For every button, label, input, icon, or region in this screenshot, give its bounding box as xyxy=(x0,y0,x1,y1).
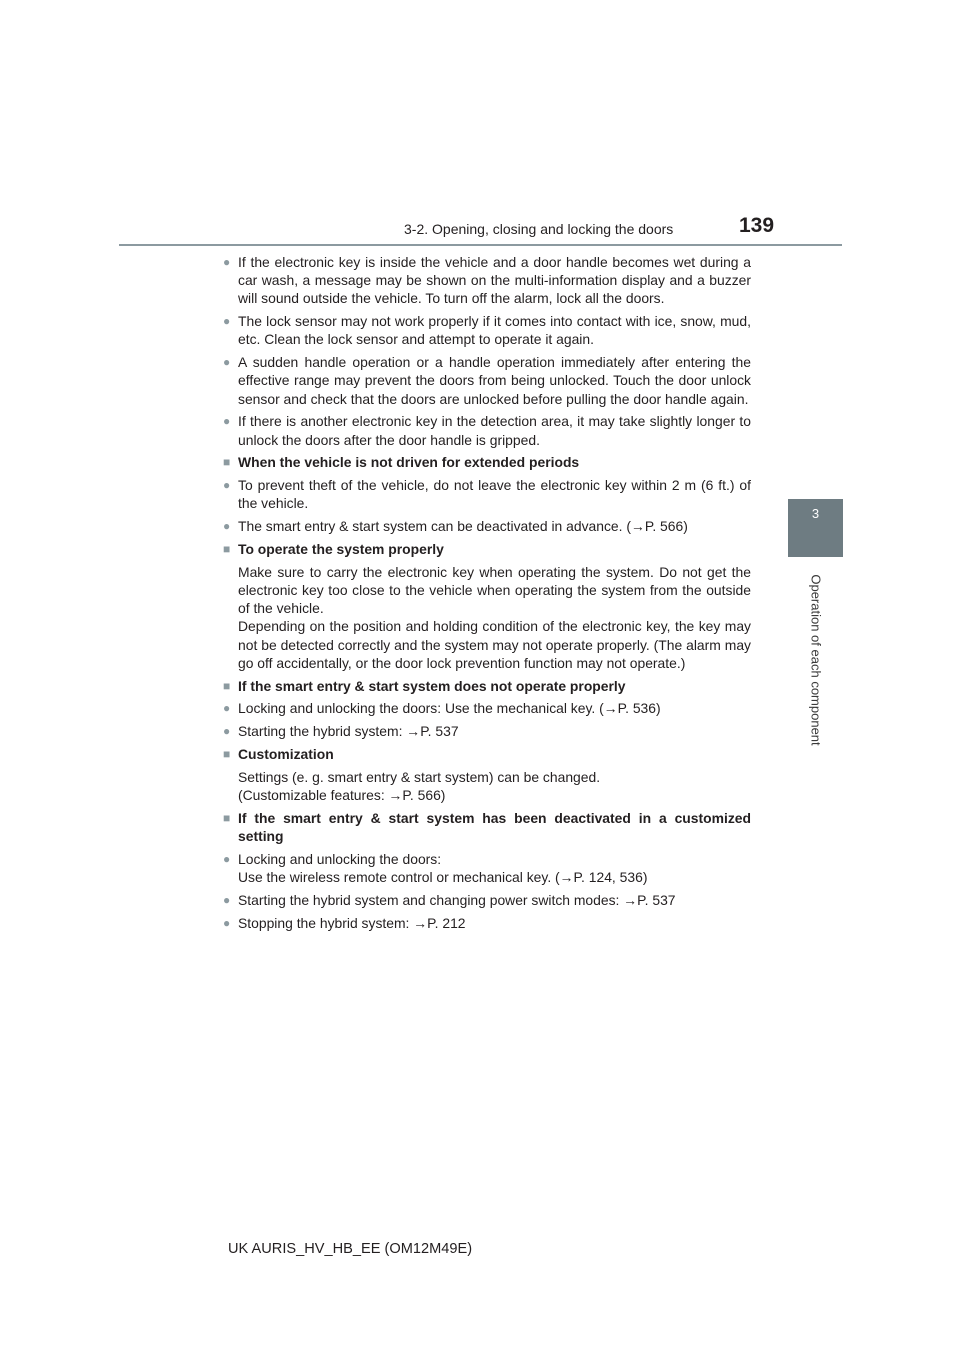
chapter-number: 3 xyxy=(811,506,820,521)
section-title-text: To operate the system properly xyxy=(238,541,444,557)
bullet-item xyxy=(223,914,751,932)
bullet-icon: ● xyxy=(223,478,231,493)
section-title-operate-properly xyxy=(223,540,751,558)
bullet-text: Use the wireless remote control or mechanical key. (→P. 124, 536) xyxy=(238,869,648,885)
square-marker-icon: ■ xyxy=(223,810,231,825)
paragraph xyxy=(223,768,751,786)
bullet-text: A sudden handle operation or a handle operation immediately after entering the effective range may prevent the doors from being unlocked. Touch the door unlock sensor and check that the doors are unlocked before pulling the door handle again. xyxy=(238,354,751,407)
bullet-item xyxy=(223,699,751,717)
page-content xyxy=(223,253,751,936)
square-marker-icon: ■ xyxy=(223,747,231,761)
bullet-item xyxy=(223,253,751,308)
bullet-icon: ● xyxy=(223,892,231,907)
bullet-text: Starting the hybrid system: →P. 537 xyxy=(238,723,459,740)
chapter-tab[interactable] xyxy=(788,499,843,557)
paragraph xyxy=(223,786,751,804)
bullet-item xyxy=(223,412,751,448)
bullet-icon: ● xyxy=(223,519,231,534)
bullet-icon: ● xyxy=(223,724,231,739)
section-heading: 3-2. Opening, closing and locking the doors xyxy=(404,221,674,237)
bullet-text: The lock sensor may not work properly if it comes into contact with ice, snow, mud, etc. Clean the lock sensor and attempt to operate it again. xyxy=(238,313,751,348)
bullet-text: If there is another electronic key in the detection area, it may take slightly longer to unlock the doors after the door handle is gripped. xyxy=(238,413,751,448)
bullet-text: The smart entry & start system can be deactivated in advance. (→P. 566) xyxy=(238,518,688,535)
section-title-customization xyxy=(223,745,751,763)
bullet-item xyxy=(223,850,751,886)
section-title-text: Customization xyxy=(238,746,334,762)
square-marker-icon: ■ xyxy=(223,542,231,556)
bullet-text: Locking and unlocking the doors: Use the mechanical key. (→P. 536) xyxy=(238,700,661,717)
section-title-text: When the vehicle is not driven for extended periods xyxy=(238,454,580,471)
bullet-icon: ● xyxy=(223,414,231,429)
page-number: 139 xyxy=(739,214,775,237)
bullet-item xyxy=(223,891,751,909)
bullet-item xyxy=(223,312,751,348)
section-title-text: If the smart entry & start system has been deactivated in a customized setting xyxy=(238,809,751,844)
chapter-title-tab xyxy=(788,565,843,755)
bullet-icon: ● xyxy=(223,701,231,716)
section-title-extended-periods xyxy=(223,453,751,471)
bullet-item xyxy=(223,353,751,408)
paragraph xyxy=(223,617,751,672)
paragraph-text: Depending on the position and holding condition of the electronic key, the key may not be detected correctly and the system may not operate properly. (The alarm may go off accidentally, or the door lock prevention function may not operate.) xyxy=(238,618,751,671)
paragraph-text: Make sure to carry the electronic key when operating the system. Do not get the electronic key too close to the vehicle when operating the system from the outside of the vehicle. xyxy=(238,563,751,617)
header-divider xyxy=(119,244,842,246)
section-title-not-operate xyxy=(223,677,751,695)
bullet-icon: ● xyxy=(223,851,231,866)
bullet-icon: ● xyxy=(223,915,231,930)
bullet-item xyxy=(223,722,751,740)
chapter-title: Operation of each component xyxy=(808,574,823,746)
bullet-item xyxy=(223,517,751,535)
bullet-text: Locking and unlocking the doors: xyxy=(238,850,442,867)
paragraph-text: Settings (e. g. smart entry & start system) can be changed. xyxy=(238,768,601,785)
bullet-text: Starting the hybrid system and changing power switch modes: →P. 537 xyxy=(238,891,676,908)
paragraph xyxy=(223,563,751,618)
bullet-item xyxy=(223,476,751,512)
bullet-text: If the electronic key is inside the vehicle and a door handle becomes wet during a car wash, a message may be shown on the multi-information display and a buzzer will sound outside the vehicle. To turn off the alarm, lock all the doors. xyxy=(238,254,751,307)
square-marker-icon: ■ xyxy=(223,678,231,693)
bullet-icon: ● xyxy=(223,255,231,269)
bullet-icon: ● xyxy=(223,355,231,370)
square-marker-icon: ■ xyxy=(223,455,231,470)
section-title-text: If the smart entry & start system does not operate properly xyxy=(238,677,626,694)
bullet-text: Stopping the hybrid system: →P. 212 xyxy=(238,914,466,931)
paragraph-text: (Customizable features: →P. 566) xyxy=(238,787,446,803)
bullet-text: To prevent theft of the vehicle, do not leave the electronic key within 2 m (6 ft.) of the vehicle. xyxy=(238,477,751,512)
section-title-deactivated xyxy=(223,809,751,845)
bullet-icon: ● xyxy=(223,314,231,329)
footer-model-code: UK AURIS_HV_HB_EE (OM12M49E) xyxy=(228,1241,473,1257)
